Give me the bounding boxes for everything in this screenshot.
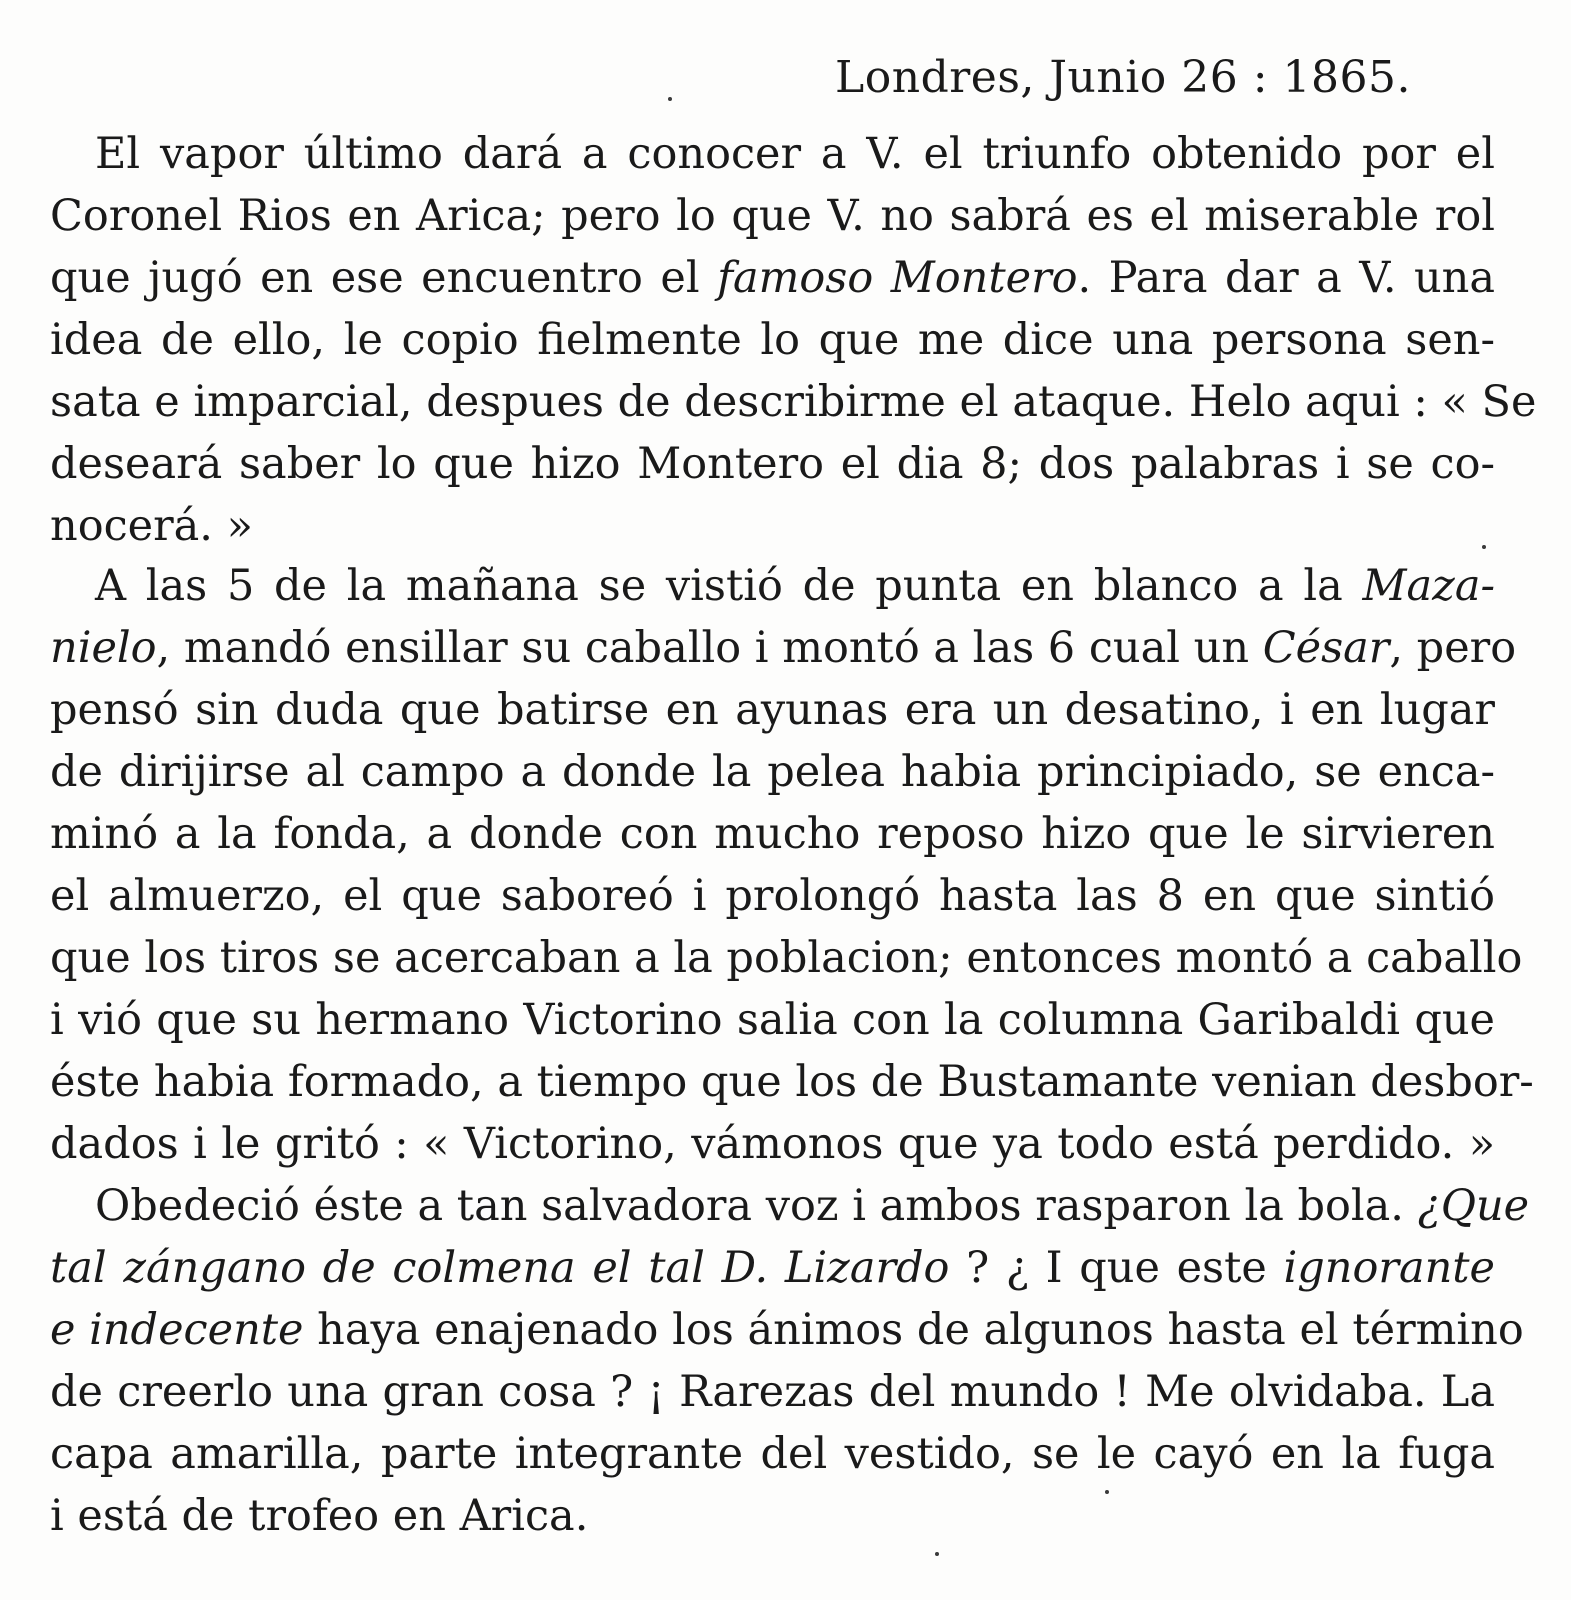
scan-speck: [1482, 545, 1486, 549]
text-line: éste habia formado, a tiempo que los de Bustamante venian desbor-: [50, 1057, 1534, 1107]
italic-text: tal zángano de colmena el tal D. Lizardo: [50, 1243, 950, 1293]
scan-speck: [1105, 1490, 1109, 1494]
text-line: El vapor último dará a conocer a V. el triunfo obtenido por el: [95, 129, 1495, 179]
italic-text: e indecente: [50, 1305, 304, 1355]
text-line: sata e imparcial, despues de describirme el ataque. Helo aqui : « Se: [50, 377, 1537, 427]
text-line: el almuerzo, el que saboreó i prolongó hasta las 8 en que sintió: [50, 871, 1495, 921]
text-line: deseará saber lo que hizo Montero el dia 8; dos palabras i se co-: [50, 439, 1495, 489]
text-line: que jugó en ese encuentro el famoso Montero. Para dar a V. una: [50, 253, 1495, 303]
text-line: pensó sin duda que batirse en ayunas era un desatino, i en lugar: [50, 685, 1495, 735]
italic-text: nielo: [50, 623, 157, 673]
italic-text: famoso Montero: [717, 253, 1078, 303]
italic-text: ignorante: [1283, 1243, 1496, 1293]
scan-speck: [668, 97, 672, 101]
text-line: idea de ello, le copio fielmente lo que me dice una persona sen-: [50, 315, 1495, 365]
italic-text: Maza-: [1362, 561, 1495, 611]
text-line: e indecente haya enajenado los ánimos de algunos hasta el término: [50, 1305, 1524, 1355]
text-line: i está de trofeo en Arica.: [50, 1491, 589, 1541]
text-line: de creerlo una gran cosa ? ¡ Rarezas del mundo ! Me olvidaba. La: [50, 1367, 1495, 1417]
text-line: i vió que su hermano Victorino salia con la columna Garibaldi que: [50, 995, 1495, 1045]
text-line: dados i le gritó : « Victorino, vámonos que ya todo está perdido. »: [50, 1119, 1495, 1169]
text-line: que los tiros se acercaban a la poblacion; entonces montó a caballo: [50, 933, 1523, 983]
dateline: Londres, Junio 26 : 1865.: [835, 52, 1411, 103]
scan-speck: [935, 1552, 939, 1556]
text-line: nocerá. »: [50, 501, 253, 551]
text-line: Obedeció éste a tan salvadora voz i ambos rasparon la bola. ¿Que: [95, 1181, 1530, 1231]
text-line: minó a la fonda, a donde con mucho reposo hizo que le sirvieren: [50, 809, 1495, 859]
text-line: Coronel Rios en Arica; pero lo que V. no sabrá es el miserable rol: [50, 191, 1495, 241]
text-line: A las 5 de la mañana se vistió de punta en blanco a la Maza-: [95, 561, 1495, 611]
text-line: de dirijirse al campo a donde la pelea habia principiado, se enca-: [50, 747, 1495, 797]
text-line: capa amarilla, parte integrante del vestido, se le cayó en la fuga: [50, 1429, 1495, 1479]
italic-text: ¿Que: [1417, 1181, 1530, 1231]
text-line: nielo, mandó ensillar su caballo i montó a las 6 cual un César, pero: [50, 623, 1517, 673]
italic-text: César: [1262, 623, 1390, 673]
text-line: tal zángano de colmena el tal D. Lizardo ? ¿ I que este ignorante: [50, 1243, 1496, 1293]
